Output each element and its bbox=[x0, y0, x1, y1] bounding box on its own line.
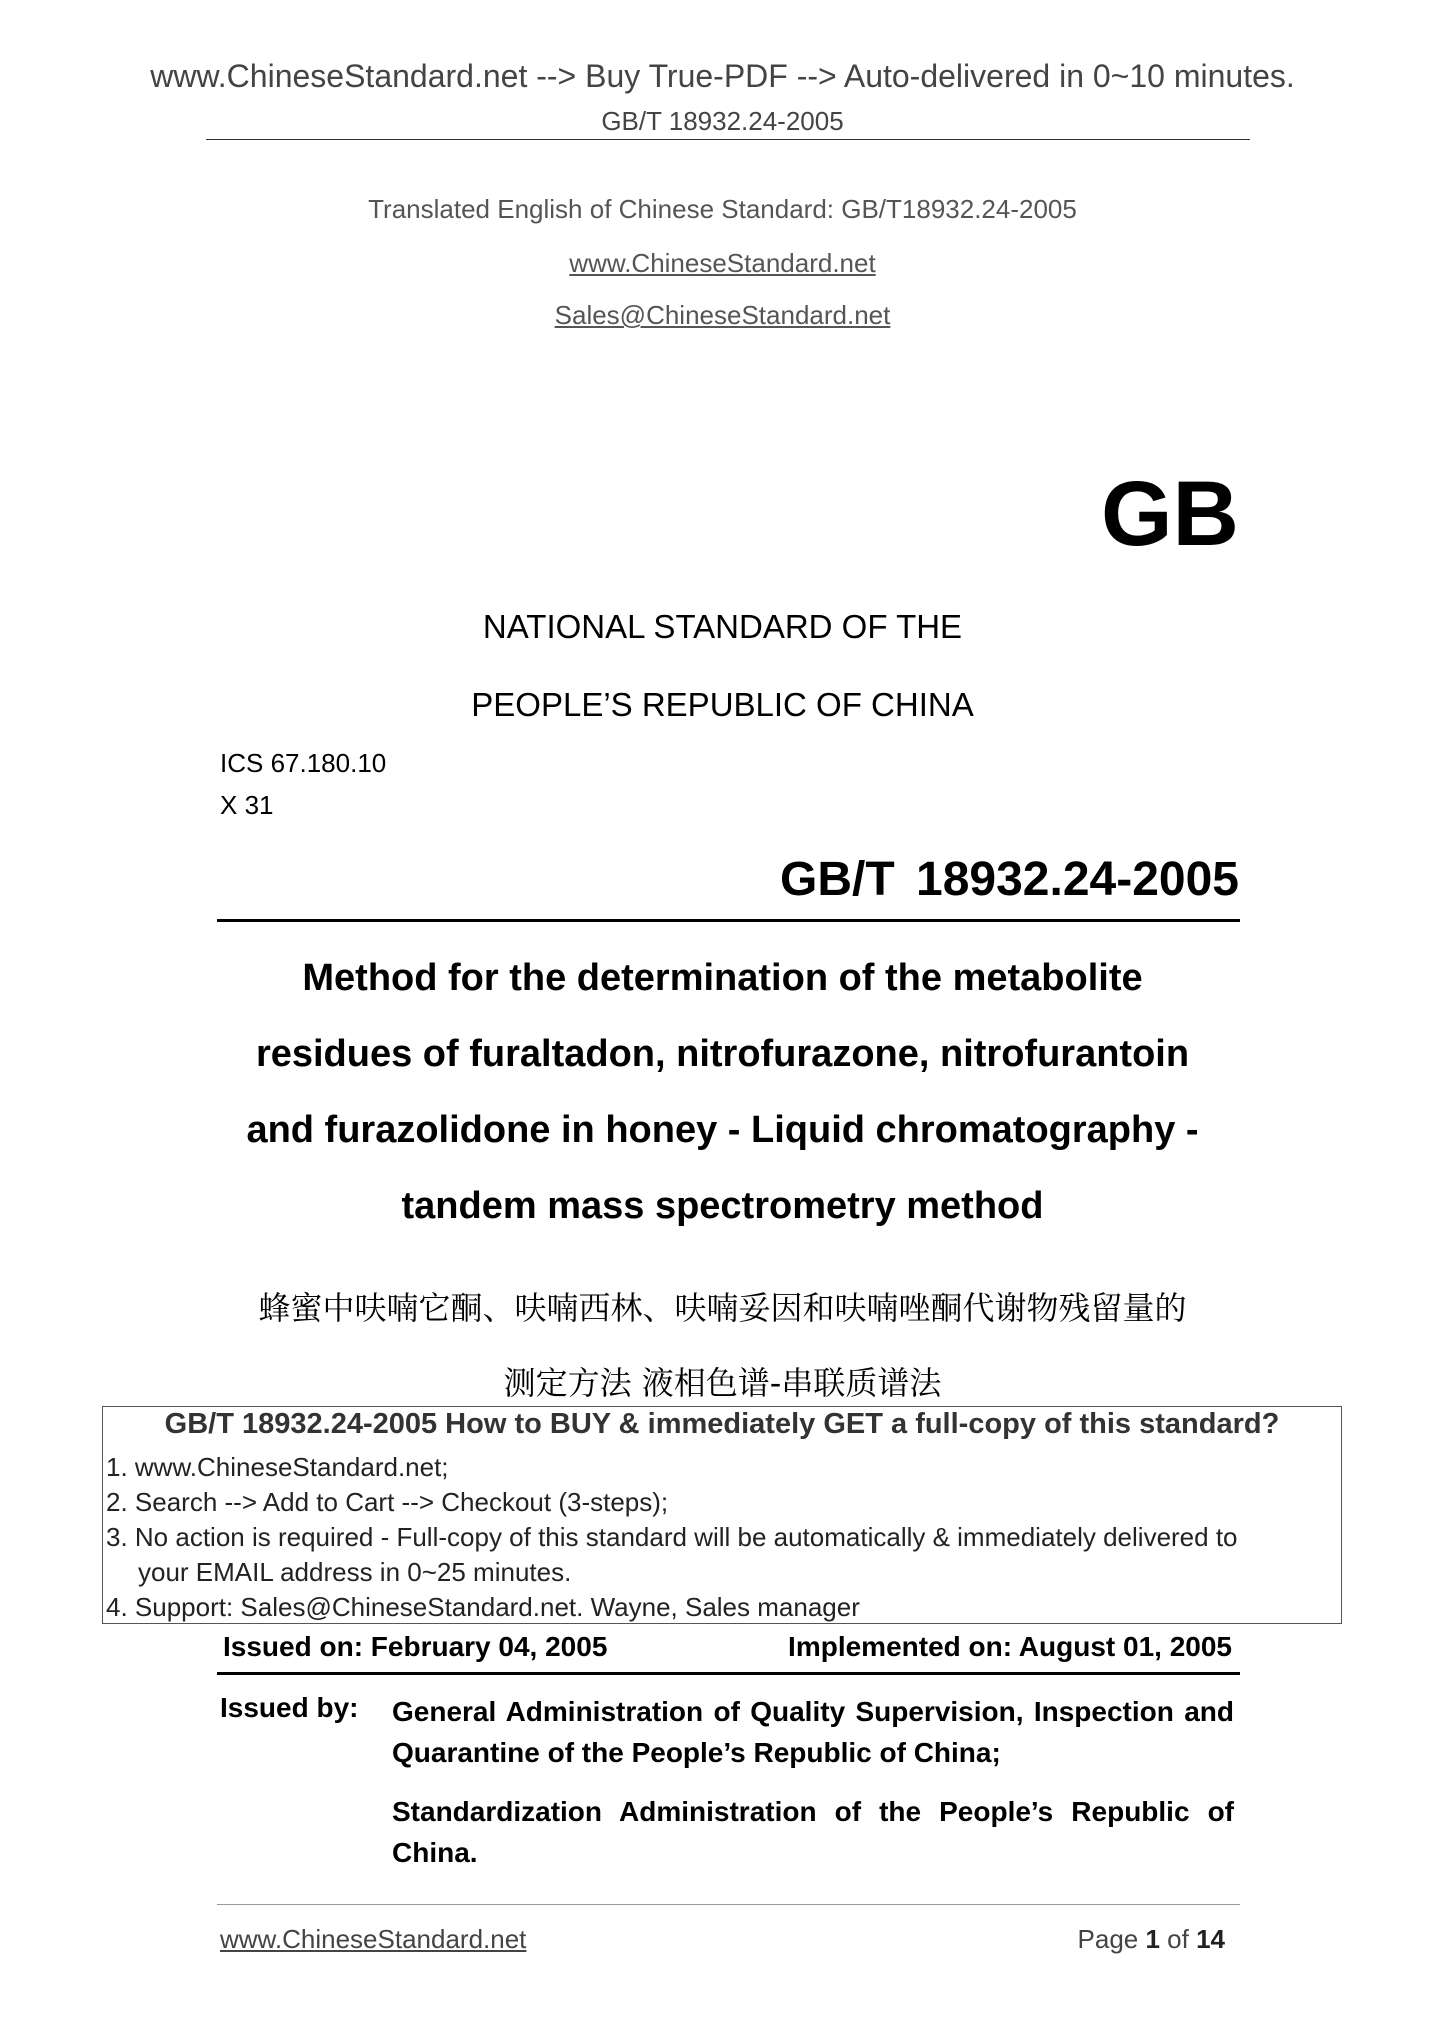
issuer-sac: Standardization Administration of the People’s Republic of China. bbox=[392, 1796, 1234, 1868]
header-standard-code: GB/T 18932.24-2005 bbox=[601, 106, 844, 136]
title-line-4: tandem mass spectrometry method bbox=[401, 1185, 1044, 1227]
issuer-aqsiq: General Administration of Quality Supervision, Inspection and Quarantine of the People’s Republic of China; bbox=[392, 1696, 1234, 1768]
implemented-on-date: Implemented on: August 01, 2005 bbox=[788, 1631, 1232, 1662]
title-line-3: and furazolidone in honey - Liquid chromatography - bbox=[246, 1109, 1199, 1151]
title-line-2: residues of furaltadon, nitrofurazone, nitrofurantoin bbox=[255, 1033, 1190, 1075]
buy-instructions-title: GB/T 18932.24-2005 How to BUY & immediately GET a full-copy of this standard? bbox=[164, 1408, 1280, 1440]
page-current: 1 bbox=[1145, 1924, 1160, 1954]
standard-number: GB/T 18932.24-2005 bbox=[780, 853, 1239, 906]
website-link-wrapper bbox=[0, 248, 1445, 279]
chinese-title-line-2: 测定方法 液相色谱-串联质谱法 bbox=[503, 1364, 942, 1402]
title-line-1: Method for the determination of the metabolite bbox=[302, 957, 1143, 999]
page-prefix: Page bbox=[1077, 1924, 1146, 1954]
buy-step-2: 2. Search --> Add to Cart --> Checkout (3-steps); bbox=[106, 1487, 669, 1517]
national-standard-line-2: PEOPLE’S REPUBLIC OF CHINA bbox=[471, 686, 974, 723]
header-banner: www.ChineseStandard.net --> Buy True-PDF --> Auto-delivered in 0~10 minutes. bbox=[150, 58, 1295, 94]
sales-email-link-wrapper bbox=[0, 300, 1445, 331]
header-divider bbox=[206, 139, 1250, 140]
translated-standard-line: Translated English of Chinese Standard: GB/T18932.24-2005 bbox=[368, 194, 1077, 224]
classification-code: X 31 bbox=[220, 790, 274, 820]
standard-number-divider bbox=[217, 919, 1240, 922]
national-standard-line-1: NATIONAL STANDARD OF THE bbox=[482, 608, 963, 645]
sales-email-link[interactable]: Sales@ChineseStandard.net bbox=[554, 300, 891, 330]
buy-step-4: 4. Support: Sales@ChineseStandard.net. Wayne, Sales manager bbox=[106, 1592, 860, 1622]
buy-step-1: 1. www.ChineseStandard.net; bbox=[106, 1452, 449, 1482]
footer-divider bbox=[217, 1904, 1240, 1905]
issued-on-date: Issued on: February 04, 2005 bbox=[223, 1631, 608, 1662]
issued-divider bbox=[217, 1672, 1240, 1675]
page-mid: of bbox=[1159, 1924, 1197, 1954]
buy-step-3-continued: your EMAIL address in 0~25 minutes. bbox=[138, 1557, 572, 1587]
gb-logo: GB bbox=[1101, 463, 1239, 565]
footer-link-wrapper bbox=[220, 1924, 526, 1955]
website-link[interactable]: www.ChineseStandard.net bbox=[569, 248, 876, 278]
page-total: 14 bbox=[1196, 1924, 1225, 1954]
issued-by-label: Issued by: bbox=[220, 1692, 359, 1723]
page-number bbox=[1078, 1924, 1225, 1955]
footer-website-link[interactable]: www.ChineseStandard.net bbox=[220, 1924, 527, 1954]
chinese-title-line-1: 蜂蜜中呋喃它酮、呋喃西林、呋喃妥因和呋喃唑酮代谢物残留量的 bbox=[258, 1289, 1187, 1327]
buy-step-3: 3. No action is required - Full-copy of this standard will be automatically & immediately delivered to bbox=[106, 1522, 1238, 1552]
ics-code: ICS 67.180.10 bbox=[220, 748, 387, 778]
